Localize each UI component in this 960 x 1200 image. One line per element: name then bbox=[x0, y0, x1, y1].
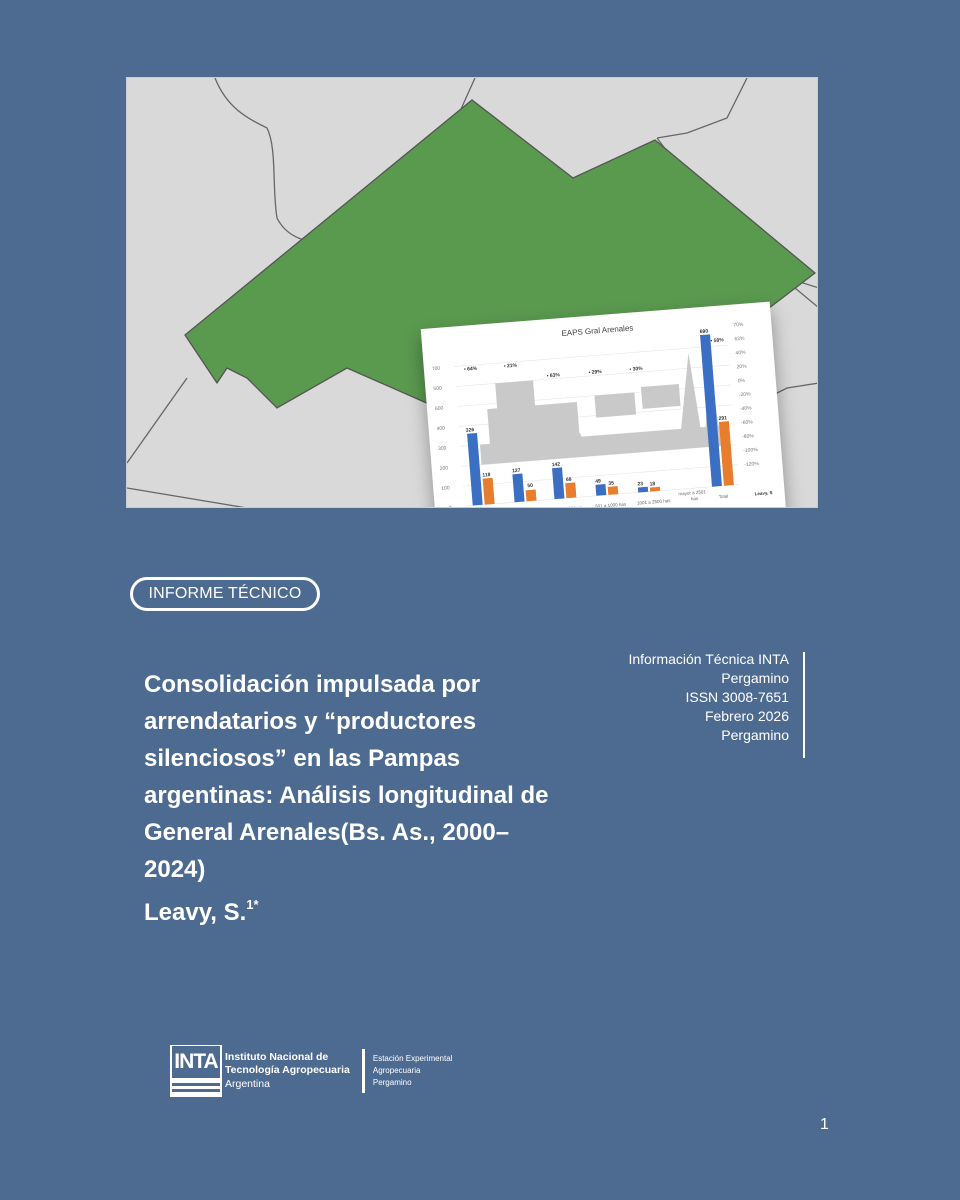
station-line: Pergamino bbox=[372, 1078, 412, 1087]
inta-logo bbox=[170, 1045, 452, 1097]
svg-text:400: 400 bbox=[436, 425, 446, 433]
svg-text:300: 300 bbox=[437, 445, 447, 453]
badge-label: INFORME TÉCNICO bbox=[148, 585, 302, 602]
svg-text:• 58%: • 58% bbox=[710, 337, 724, 345]
svg-text:23: 23 bbox=[637, 481, 644, 488]
svg-text:68: 68 bbox=[565, 476, 572, 484]
meta-series: Información Técnica INTA bbox=[628, 651, 789, 667]
svg-text:-100%: -100% bbox=[743, 447, 758, 455]
publication-meta bbox=[560, 650, 789, 745]
svg-text:0: 0 bbox=[448, 505, 452, 512]
title-line: Consolidación impulsada por bbox=[144, 671, 481, 698]
svg-text:18: 18 bbox=[649, 481, 656, 488]
title-line: 2024) bbox=[144, 856, 206, 883]
svg-text:20%: 20% bbox=[736, 363, 747, 371]
svg-text:-60%: -60% bbox=[740, 419, 753, 427]
svg-text:• 21%: • 21% bbox=[503, 362, 518, 370]
inta-logo-mark bbox=[170, 1045, 222, 1097]
svg-text:• 29%: • 29% bbox=[588, 369, 603, 377]
meta-date: Febrero 2026 bbox=[704, 708, 789, 724]
svg-text:0%: 0% bbox=[737, 377, 746, 385]
svg-text:49: 49 bbox=[595, 478, 602, 485]
meta-divider bbox=[803, 652, 805, 758]
svg-text:mayor a 2501: mayor a 2501 bbox=[678, 489, 707, 497]
chart-title: EAPS Gral Arenales bbox=[561, 323, 634, 339]
svg-text:• 64%: • 64% bbox=[463, 365, 478, 373]
report-type-badge bbox=[130, 577, 320, 611]
svg-text:690: 690 bbox=[699, 328, 709, 336]
institute-line: Argentina bbox=[225, 1077, 270, 1090]
svg-text:-40%: -40% bbox=[739, 405, 752, 413]
svg-text:700: 700 bbox=[431, 365, 441, 373]
svg-text:1001 a 2500 has: 1001 a 2500 has bbox=[636, 498, 671, 506]
document-title bbox=[144, 666, 604, 931]
svg-text:70%: 70% bbox=[733, 321, 744, 329]
institute-line: Tecnología Agropecuaria bbox=[225, 1064, 350, 1077]
institute-line: Instituto Nacional de bbox=[225, 1050, 329, 1063]
title-line: General Arenales(Bs. As., 2000– bbox=[144, 819, 510, 846]
meta-issn: ISSN 3008-7651 bbox=[685, 689, 789, 705]
svg-text:326: 326 bbox=[465, 427, 475, 434]
svg-text:201 a 500 has: 201 a 500 has bbox=[553, 505, 582, 513]
svg-text:-80%: -80% bbox=[741, 433, 755, 441]
author-footnote-marker: 1* bbox=[246, 897, 259, 912]
svg-text:100: 100 bbox=[441, 485, 450, 492]
svg-text:Leavy, S: Leavy, S bbox=[754, 489, 773, 497]
chart-card bbox=[421, 302, 788, 530]
page-number: 1 bbox=[820, 1116, 829, 1133]
svg-text:600: 600 bbox=[434, 405, 444, 413]
svg-text:118: 118 bbox=[482, 472, 491, 479]
title-line: silenciosos” en las Pampas bbox=[144, 745, 461, 772]
svg-text:-120%: -120% bbox=[744, 460, 760, 469]
meta-place: Pergamino bbox=[721, 727, 789, 743]
station-name bbox=[373, 1053, 453, 1089]
meta-location: Pergamino bbox=[721, 670, 789, 686]
svg-text:50: 50 bbox=[527, 482, 534, 490]
bar-chart: EAPS Gral Arenales 700500600 400300200 1000 70%62%40% 20%0%-20% -40%-60%-80% -100%-120% 326118 12750 14268 49 35 23 18 690291 • 64% • 21% • 63% • 29% • 30%• 58% 0 a 100 has 101 a 200 has 201 a 500 has 501 a 1000 has 1001 a 2500 hasmayor a 2501 has Total Leavy, S EAPS2002 EAPS 2018 Dism EAPS bbox=[431, 321, 773, 530]
svg-text:200: 200 bbox=[439, 465, 449, 473]
inta-logo-text: INTA bbox=[172, 1046, 220, 1078]
station-line: Agropecuaria bbox=[372, 1066, 421, 1075]
logo-divider bbox=[362, 1049, 365, 1093]
svg-text:35: 35 bbox=[608, 480, 615, 487]
station-line: Estación Experimental bbox=[372, 1054, 453, 1063]
svg-text:127: 127 bbox=[511, 467, 521, 475]
title-line: arrendatarios y “productores bbox=[144, 708, 477, 735]
title-line: argentinas: Análisis longitudinal de bbox=[144, 782, 549, 809]
svg-text:142: 142 bbox=[551, 461, 561, 469]
svg-text:501 a 1000 has: 501 a 1000 has bbox=[594, 501, 627, 509]
svg-text:Total: Total bbox=[718, 493, 729, 500]
svg-text:• 63%: • 63% bbox=[546, 372, 561, 380]
svg-text:40%: 40% bbox=[735, 349, 746, 357]
cover-image bbox=[126, 77, 818, 530]
svg-text:has: has bbox=[690, 495, 699, 502]
svg-text:• 30%: • 30% bbox=[629, 365, 643, 373]
author-name: Leavy, S. bbox=[144, 899, 247, 926]
svg-text:62%: 62% bbox=[734, 335, 745, 343]
author bbox=[144, 888, 604, 931]
svg-text:500: 500 bbox=[433, 385, 443, 393]
svg-text:291: 291 bbox=[718, 415, 728, 422]
svg-text:-20%: -20% bbox=[738, 391, 751, 399]
institute-name bbox=[225, 1051, 350, 1092]
